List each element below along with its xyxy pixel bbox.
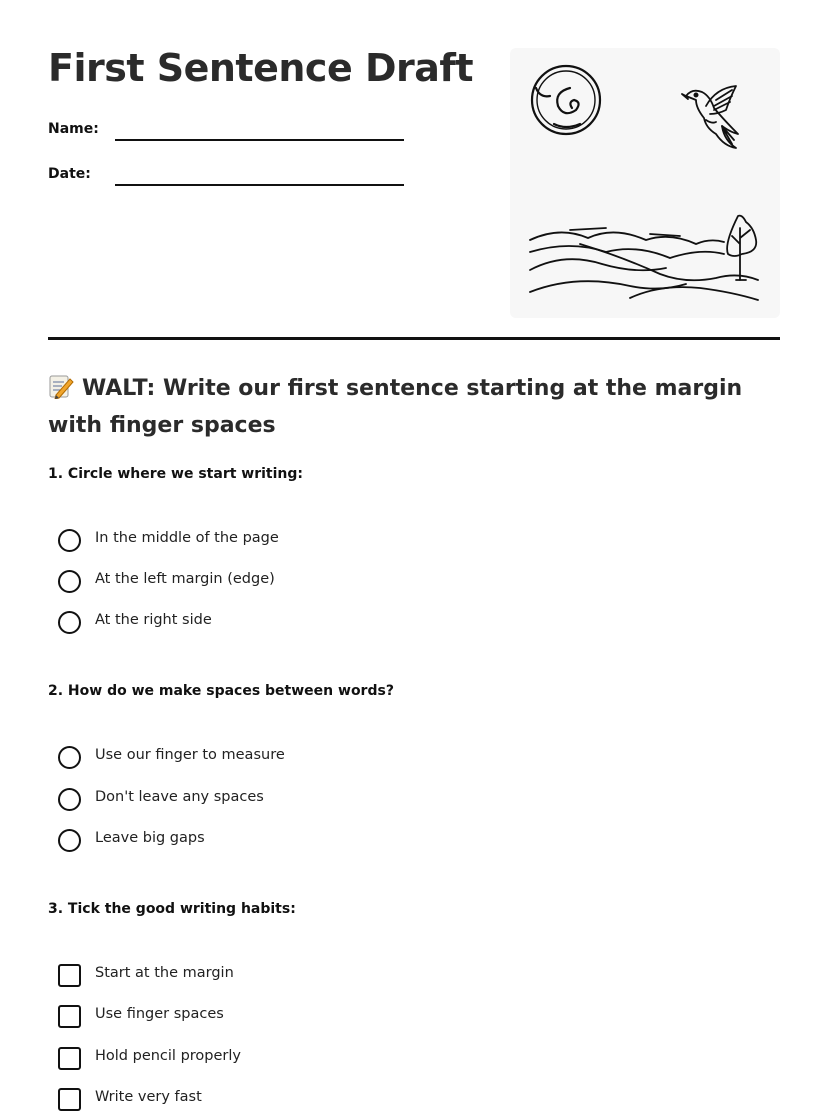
radio-circle[interactable] xyxy=(58,529,81,552)
radio-circle[interactable] xyxy=(58,788,81,811)
question-1-option-1[interactable] xyxy=(58,528,458,554)
landscape-drawing xyxy=(510,48,780,318)
sun-icon xyxy=(532,66,600,134)
memo-pencil-icon xyxy=(48,373,74,399)
radio-circle[interactable] xyxy=(58,570,81,593)
question-1-label: 1. Circle where we start writing: xyxy=(48,466,304,482)
option-label: Start at the margin xyxy=(95,965,234,981)
option-label: At the left margin (edge) xyxy=(95,571,275,587)
bird-icon xyxy=(682,86,738,148)
question-1-option-3[interactable] xyxy=(58,610,458,636)
name-line[interactable] xyxy=(115,139,404,141)
name-label: Name: xyxy=(48,121,99,137)
checkbox[interactable] xyxy=(58,1088,81,1111)
question-2-option-1[interactable] xyxy=(58,745,458,771)
radio-circle[interactable] xyxy=(58,829,81,852)
option-label: Hold pencil properly xyxy=(95,1048,241,1064)
question-3-option-4[interactable] xyxy=(58,1087,458,1113)
option-label: Leave big gaps xyxy=(95,830,205,846)
checkbox[interactable] xyxy=(58,1005,81,1028)
question-2-option-2[interactable] xyxy=(58,787,458,813)
checkbox[interactable] xyxy=(58,1047,81,1070)
option-label: Don't leave any spaces xyxy=(95,789,264,805)
question-2-option-3[interactable] xyxy=(58,828,458,854)
date-field[interactable] xyxy=(48,160,408,190)
page-title: First Sentence Draft xyxy=(48,46,474,90)
hills-icon xyxy=(530,228,758,300)
date-line[interactable] xyxy=(115,184,404,186)
landscape-illustration xyxy=(510,48,780,318)
option-label: Use our finger to measure xyxy=(95,747,285,763)
question-1-option-2[interactable] xyxy=(58,569,458,595)
walt-text: WALT: Write our first sentence starting at the margin with finger spaces xyxy=(48,376,743,438)
question-3-option-1[interactable] xyxy=(58,963,458,989)
question-3-option-2[interactable] xyxy=(58,1004,458,1030)
option-label: In the middle of the page xyxy=(95,530,279,546)
question-2-label: 2. How do we make spaces between words? xyxy=(48,683,394,699)
question-3-option-3[interactable] xyxy=(58,1046,458,1072)
option-label: Write very fast xyxy=(95,1089,202,1105)
radio-circle[interactable] xyxy=(58,611,81,634)
checkbox[interactable] xyxy=(58,964,81,987)
option-label: Use finger spaces xyxy=(95,1006,224,1022)
option-label: At the right side xyxy=(95,612,212,628)
radio-circle[interactable] xyxy=(58,746,81,769)
question-3-label: 3. Tick the good writing habits: xyxy=(48,901,296,917)
name-field[interactable] xyxy=(48,115,408,145)
tree-icon xyxy=(727,216,756,280)
date-label: Date: xyxy=(48,166,91,182)
header-divider xyxy=(48,337,780,340)
walt-heading xyxy=(48,370,768,444)
